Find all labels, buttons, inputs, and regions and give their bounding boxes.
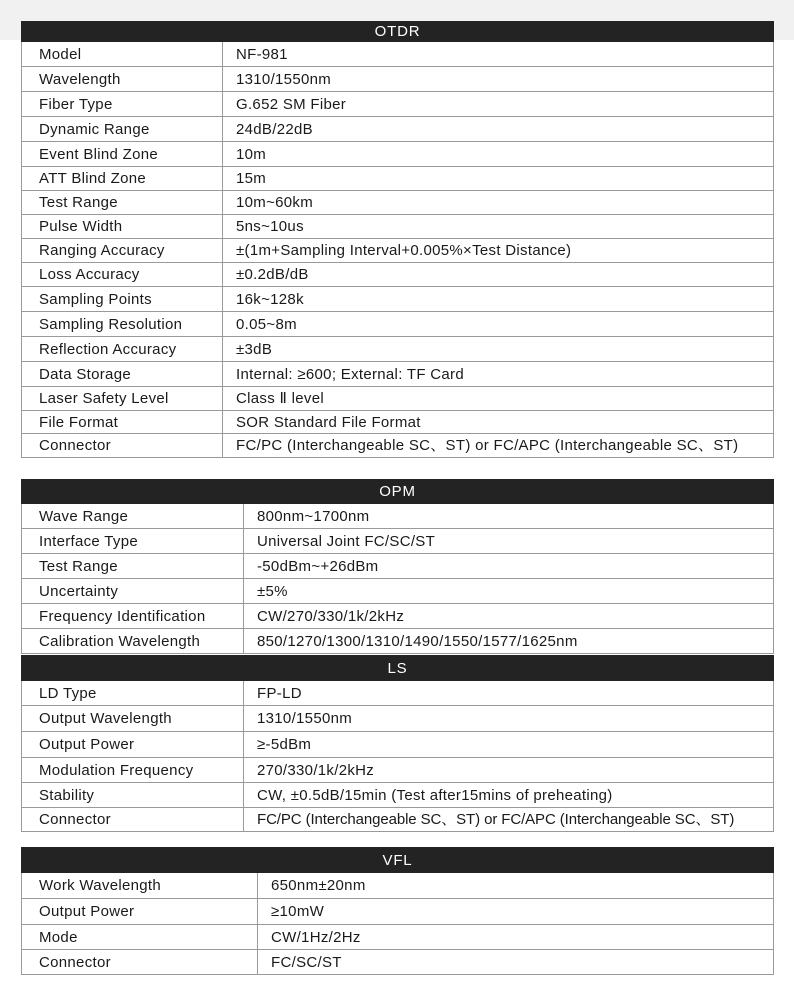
table-row bbox=[22, 67, 774, 92]
spec-value: ±(1m+Sampling Interval+0.005%×Test Distance) bbox=[223, 239, 774, 263]
spec-label: Modulation Frequency bbox=[22, 758, 244, 783]
table-row bbox=[22, 411, 774, 434]
spec-label: Sampling Resolution bbox=[22, 312, 223, 337]
spec-label: Connector bbox=[22, 808, 244, 832]
table-row bbox=[22, 504, 774, 529]
table-row bbox=[22, 758, 774, 783]
table-row bbox=[22, 239, 774, 263]
spec-label: File Format bbox=[22, 411, 223, 434]
spec-label: Output Power bbox=[22, 899, 258, 925]
otdr-title: OTDR bbox=[22, 22, 774, 42]
table-row bbox=[22, 629, 774, 654]
spec-value: NF-981 bbox=[223, 42, 774, 67]
spec-value: 850/1270/1300/1310/1490/1550/1577/1625nm bbox=[244, 629, 774, 654]
spec-label: ATT Blind Zone bbox=[22, 167, 223, 191]
spec-label: Ranging Accuracy bbox=[22, 239, 223, 263]
spec-value: G.652 SM Fiber bbox=[223, 92, 774, 117]
spec-value: Class Ⅱ level bbox=[223, 387, 774, 411]
table-row bbox=[22, 167, 774, 191]
spec-label: Work Wavelength bbox=[22, 873, 258, 899]
spec-value: -50dBm~+26dBm bbox=[244, 554, 774, 579]
spec-value: SOR Standard File Format bbox=[223, 411, 774, 434]
table-row bbox=[22, 337, 774, 362]
table-row bbox=[22, 579, 774, 604]
table-row bbox=[22, 362, 774, 387]
table-row bbox=[22, 142, 774, 167]
spec-value: 800nm~1700nm bbox=[244, 504, 774, 529]
table-row bbox=[22, 554, 774, 579]
opm-header-row bbox=[22, 480, 774, 504]
table-row bbox=[22, 191, 774, 215]
spec-label: Wavelength bbox=[22, 67, 223, 92]
table-row bbox=[22, 215, 774, 239]
otdr-spec-table bbox=[21, 21, 774, 458]
spec-value: FC/PC (Interchangeable SC、ST) or FC/APC (Interchangeable SC、ST) bbox=[223, 434, 774, 458]
otdr-header-row bbox=[22, 22, 774, 42]
spec-label: Dynamic Range bbox=[22, 117, 223, 142]
table-row bbox=[22, 312, 774, 337]
table-row bbox=[22, 899, 774, 925]
table-row bbox=[22, 529, 774, 554]
spec-label: Output Wavelength bbox=[22, 706, 244, 732]
spec-label: Reflection Accuracy bbox=[22, 337, 223, 362]
spec-value: ≥10mW bbox=[258, 899, 774, 925]
spec-label: Frequency Identification bbox=[22, 604, 244, 629]
spec-label: Output Power bbox=[22, 732, 244, 758]
vfl-title: VFL bbox=[22, 848, 774, 873]
spec-label: Interface Type bbox=[22, 529, 244, 554]
table-row bbox=[22, 873, 774, 899]
spec-label: Connector bbox=[22, 434, 223, 458]
spec-value: CW/1Hz/2Hz bbox=[258, 925, 774, 950]
spec-label: Wave Range bbox=[22, 504, 244, 529]
spec-value: FP-LD bbox=[244, 681, 774, 706]
vfl-header-row bbox=[22, 848, 774, 873]
spec-value: 650nm±20nm bbox=[258, 873, 774, 899]
spec-label: Sampling Points bbox=[22, 287, 223, 312]
spec-label: LD Type bbox=[22, 681, 244, 706]
spec-value: Universal Joint FC/SC/ST bbox=[244, 529, 774, 554]
table-row bbox=[22, 681, 774, 706]
spec-label: Pulse Width bbox=[22, 215, 223, 239]
table-row bbox=[22, 706, 774, 732]
spec-label: Test Range bbox=[22, 554, 244, 579]
spec-value: 10m bbox=[223, 142, 774, 167]
opm-title: OPM bbox=[22, 480, 774, 504]
table-row bbox=[22, 92, 774, 117]
table-row bbox=[22, 808, 774, 832]
ls-title: LS bbox=[22, 656, 774, 681]
table-row bbox=[22, 387, 774, 411]
table-row bbox=[22, 42, 774, 67]
spec-label: Test Range bbox=[22, 191, 223, 215]
table-row bbox=[22, 783, 774, 808]
table-row bbox=[22, 925, 774, 950]
spec-value: 1310/1550nm bbox=[244, 706, 774, 732]
spec-label: Uncertainty bbox=[22, 579, 244, 604]
spec-value: 1310/1550nm bbox=[223, 67, 774, 92]
spec-value: CW, ±0.5dB/15min (Test after15mins of preheating) bbox=[244, 783, 774, 808]
opm-spec-table bbox=[21, 479, 774, 654]
spec-value: 0.05~8m bbox=[223, 312, 774, 337]
table-row bbox=[22, 732, 774, 758]
spec-value: 15m bbox=[223, 167, 774, 191]
spec-label: Mode bbox=[22, 925, 258, 950]
spec-value: Internal: ≥600; External: TF Card bbox=[223, 362, 774, 387]
spec-label: Data Storage bbox=[22, 362, 223, 387]
spec-label: Loss Accuracy bbox=[22, 263, 223, 287]
spec-value: 5ns~10us bbox=[223, 215, 774, 239]
spec-label: Calibration Wavelength bbox=[22, 629, 244, 654]
table-row bbox=[22, 117, 774, 142]
spec-value: 16k~128k bbox=[223, 287, 774, 312]
vfl-spec-table bbox=[21, 847, 774, 975]
spec-value: ≥-5dBm bbox=[244, 732, 774, 758]
spec-value: 24dB/22dB bbox=[223, 117, 774, 142]
ls-spec-table bbox=[21, 655, 774, 832]
spec-label: Laser Safety Level bbox=[22, 387, 223, 411]
spec-label: Connector bbox=[22, 950, 258, 975]
spec-value: CW/270/330/1k/2kHz bbox=[244, 604, 774, 629]
spec-value: ±3dB bbox=[223, 337, 774, 362]
spec-label: Event Blind Zone bbox=[22, 142, 223, 167]
table-row bbox=[22, 950, 774, 975]
spec-value: ±5% bbox=[244, 579, 774, 604]
table-row bbox=[22, 263, 774, 287]
spec-value: ±0.2dB/dB bbox=[223, 263, 774, 287]
spec-value: 270/330/1k/2kHz bbox=[244, 758, 774, 783]
spec-label: Stability bbox=[22, 783, 244, 808]
table-row bbox=[22, 434, 774, 458]
spec-label: Fiber Type bbox=[22, 92, 223, 117]
spec-value: FC/PC (Interchangeable SC、ST) or FC/APC (Interchangeable SC、ST) bbox=[244, 808, 774, 832]
table-row bbox=[22, 604, 774, 629]
ls-header-row bbox=[22, 656, 774, 681]
table-row bbox=[22, 287, 774, 312]
spec-value: FC/SC/ST bbox=[258, 950, 774, 975]
spec-value: 10m~60km bbox=[223, 191, 774, 215]
spec-label: Model bbox=[22, 42, 223, 67]
